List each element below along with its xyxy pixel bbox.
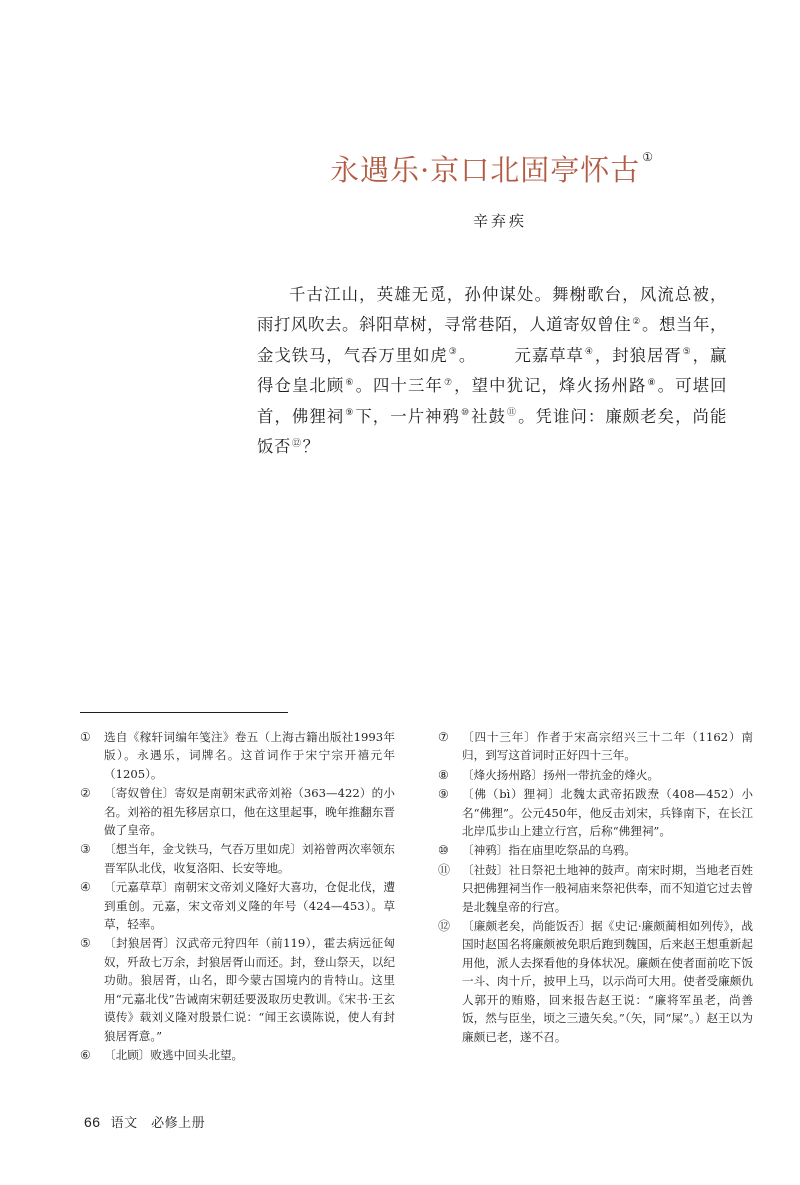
poem-text: 千古江山，英雄无觅，孙仲谋处。舞榭歌台，风流总被，雨打风吹去。斜阳草树，寻常巷陌，人道寄奴曾住 xyxy=(257,285,727,335)
footnote-text: 〔神鸦〕指在庙里吃祭品的乌鸦。 xyxy=(462,843,636,858)
page-footer xyxy=(84,1112,205,1131)
footnote-number: ④ xyxy=(80,880,91,895)
footnote-text: 〔想当年，金戈铁马，气吞万里如虎〕刘裕曾两次率领东晋军队北伐，收复洛阳、长安等地。 xyxy=(104,842,395,875)
footnote-item xyxy=(80,784,395,839)
footnotes-right-column xyxy=(438,728,753,1047)
book-title: 语文 必修上册 xyxy=(110,1116,206,1131)
footnote-item xyxy=(438,766,753,784)
footnote-divider xyxy=(80,712,288,713)
footnote-text: 选自《稼轩词编年笺注》卷五（上海古籍出版社1993年版）。永遇乐，词牌名。这首词作于宋宁宗开禧元年（1205）。 xyxy=(104,730,395,781)
footnote-text: 〔寄奴曾住〕寄奴是南朝宋武帝刘裕（363—422）的小名。刘裕的祖先移居京口，他在这里起事，晚年推翻东晋做了皇帝。 xyxy=(104,786,395,838)
footnote-text: 〔元嘉草草〕南朝宋文帝刘义隆好大喜功，仓促北伐，遭到重创。元嘉，宋文帝刘义隆的年号（424—453）。草草，轻率。 xyxy=(104,880,395,932)
footnotes-left-column xyxy=(80,728,395,1065)
poem-text: 。四十三年 xyxy=(355,376,443,396)
footnote-number: ⑫ xyxy=(438,919,451,934)
footnote-text: 〔北顾〕败逃中回头北望。 xyxy=(104,1047,244,1062)
footnote-marker: ④ xyxy=(584,347,594,358)
footnote-text: 〔四十三年〕作者于宋高宗绍兴三十二年（1162）南归，到写这首词时正好四十三年。 xyxy=(462,730,753,763)
footnote-number: ② xyxy=(80,786,91,801)
footnote-number: ⑥ xyxy=(80,1047,91,1062)
footnote-number: ⑩ xyxy=(438,843,449,858)
poem-text: 元嘉草草 xyxy=(514,345,584,365)
poem-text: 。凭谁问：廉颇老矣，尚能饭否 xyxy=(257,406,727,457)
footnote-number: ⑤ xyxy=(80,936,91,951)
footnote-marker: ⑫ xyxy=(291,438,302,449)
footnote-item xyxy=(80,1046,395,1064)
footnote-marker: ⑤ xyxy=(682,347,692,358)
footnote-item xyxy=(438,861,753,916)
footnote-number: ③ xyxy=(80,842,91,857)
poem-text: 社鼓 xyxy=(471,406,507,426)
footnote-marker: ② xyxy=(632,316,641,327)
footnote-number: ⑨ xyxy=(438,787,449,802)
poem-text: 下，一片神鸦 xyxy=(355,406,461,426)
poem-title-text: 永遇乐·京口北固亭怀古 xyxy=(330,153,641,187)
footnote-item xyxy=(80,840,395,877)
footnote-text: 〔烽火扬州路〕扬州一带抗金的烽火。 xyxy=(462,767,660,782)
page-number: 66 xyxy=(84,1114,101,1130)
footnote-number: ⑦ xyxy=(438,730,449,744)
poem-author: 辛弃疾 xyxy=(473,212,528,230)
footnote-marker: ⑦ xyxy=(443,377,454,388)
footnote-text: 〔社鼓〕社日祭祀土地神的鼓声。南宋时期，当地老百姓只把佛狸祠当作一般祠庙来祭祀供奉，而不知道它过去曾是北魏皇帝的行宫。 xyxy=(462,862,753,914)
footnote-number: ⑪ xyxy=(438,862,451,877)
footnote-item xyxy=(80,878,395,933)
title-footnote-marker: ① xyxy=(642,150,654,164)
poem-title xyxy=(330,148,690,189)
poem-text: 。 xyxy=(458,345,477,365)
poem-text: ，望中犹记，烽火扬州路 xyxy=(454,376,647,396)
footnote-text: 〔廉颇老矣，尚能饭否〕据《史记·廉颇蔺相如列传》，战国时赵国名将廉颇被免职后跑到魏国，后来赵王想重新起用他，派人去探看他的身体状况。廉颇在使者面前吃下饭一斗、肉十斤，披甲上马，以示尚可大用。使者受廉颇仇人郭开的贿赂，回来报告赵王说：“廉将军虽老，尚善饭，然与臣坐，顷之三遗矢矣。”（矢，同“屎”。）赵王以为廉颇已老，遂不召。 xyxy=(462,919,753,1044)
footnote-marker: ⑨ xyxy=(345,408,355,419)
footnote-item xyxy=(438,728,753,765)
footnote-marker: ③ xyxy=(448,347,458,358)
poem-text: ，赢得仓皇北顾 xyxy=(257,345,728,396)
poem-text: ？ xyxy=(302,437,320,457)
footnote-marker: ⑩ xyxy=(461,408,471,419)
poem-text: 。可堪回首，佛狸祠 xyxy=(257,376,728,426)
poem-body xyxy=(257,280,727,462)
footnote-item xyxy=(438,841,753,859)
footnote-item xyxy=(438,785,753,840)
footnote-text: 〔佛（bì）狸祠〕北魏太武帝拓跋焘（408—452）小名“佛狸”。公元450年，他反击刘宋，兵锋南下，在长江北岸瓜步山上建立行宫，后称“佛狸祠”。 xyxy=(462,787,753,839)
footnote-item xyxy=(80,934,395,1044)
footnote-item xyxy=(80,728,395,783)
footnote-number: ⑧ xyxy=(438,767,449,782)
footnote-marker: ⑧ xyxy=(647,377,657,388)
poem-text: ，封狼居胥 xyxy=(594,345,682,365)
footnote-marker: ⑥ xyxy=(345,377,355,388)
footnote-text: 〔封狼居胥〕汉武帝元狩四年（前119），霍去病远征匈奴，歼敌七万余，封狼居胥山而还。封，登山祭天，以纪功勋。狼居胥，山名，即今蒙古国境内的肯特山。这里用“元嘉北伐”告诫南宋朝廷要汲取历史教训。《宋书·王玄谟传》载刘义隆对殷景仁说：“闻王玄谟陈说，使人有封狼居胥意。” xyxy=(104,936,395,1043)
footnote-marker: ⑪ xyxy=(507,408,518,419)
footnote-item xyxy=(438,917,753,1046)
poem-text: 。想当年，金戈铁马，气吞万里如虎 xyxy=(257,315,728,365)
footnote-number: ① xyxy=(80,730,91,744)
